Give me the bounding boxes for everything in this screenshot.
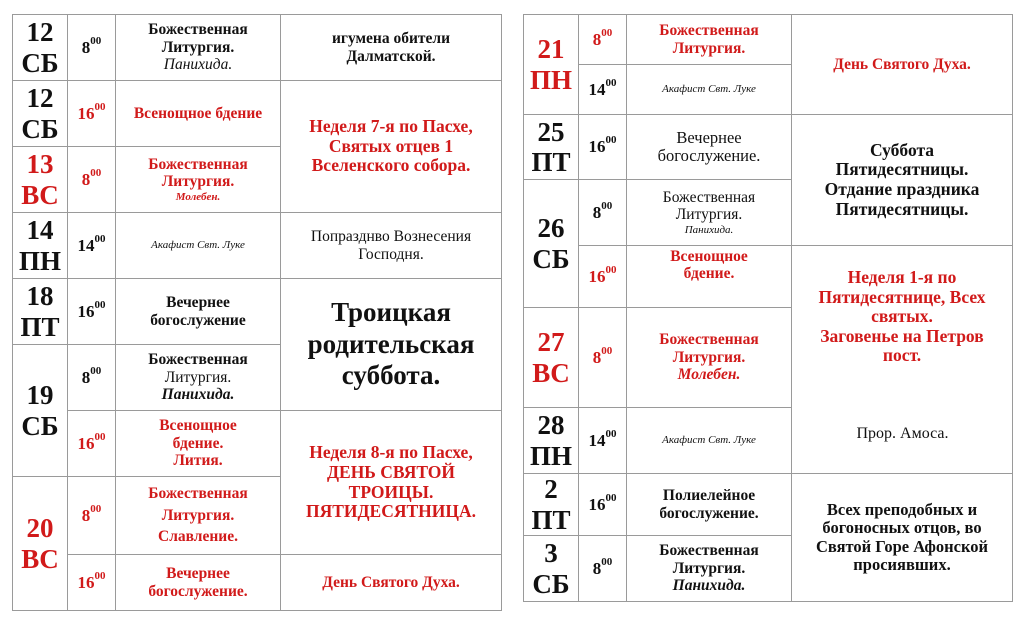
time-cell: $14^{00}$ — [579, 408, 627, 474]
time-cell: $16^{00}$ — [68, 411, 116, 477]
feast-cell: Попразднво Вознесения Господня. — [281, 213, 502, 279]
date-cell: 2 ПТ — [524, 474, 579, 536]
table-row — [13, 15, 502, 81]
date-cell: 26 СБ — [524, 180, 579, 308]
table-row — [524, 15, 1013, 65]
date-cell: 27 ВС — [524, 308, 579, 408]
table-row — [13, 213, 502, 279]
date-cell: 14 ПН — [13, 213, 68, 279]
feast-cell: Троицкая родительская суббота. — [281, 279, 502, 411]
date-cell: 12 СБ — [13, 81, 68, 147]
service-cell: Божественная Литургия. Молебен. — [627, 308, 792, 408]
table-row — [524, 115, 1013, 180]
service-cell: Всенощное бдение. Лития. — [116, 411, 281, 477]
time-cell: $8^{00}$ — [68, 477, 116, 555]
service-cell: Полиелейное богослужение. — [627, 474, 792, 536]
date-cell: 21 ПН — [524, 15, 579, 115]
service-cell: Божественная Литургия. — [627, 15, 792, 65]
time-cell: $8^{00}$ — [68, 345, 116, 411]
service-cell: Божественная Литургия. Панихида. — [116, 15, 281, 81]
feast-cell-amos — [793, 424, 1012, 443]
date-cell: 20 ВС — [13, 477, 68, 611]
feast-cell: Неделя 1-я по Пятидесятнице, Всех святых. Заговенье на Петров пост. — [792, 246, 1013, 474]
time-cell: $14^{00}$ — [579, 65, 627, 115]
table-row — [13, 411, 502, 477]
feast-cell: День Святого Духа. — [281, 555, 502, 611]
date-cell: 18 ПТ — [13, 279, 68, 345]
table-row — [13, 279, 502, 345]
table-row — [13, 555, 502, 611]
service-cell: Божественная Литургия. Панихида. — [627, 536, 792, 602]
date-cell: 28 ПН — [524, 408, 579, 474]
time-cell: $16^{00}$ — [579, 246, 627, 308]
time-cell: $16^{00}$ — [579, 474, 627, 536]
service-cell: Вечернее богослужение. — [116, 555, 281, 611]
schedule-table-right — [523, 14, 1013, 602]
service-cell: Акафист Свт. Луке — [116, 213, 281, 279]
time-cell: $16^{00}$ — [68, 279, 116, 345]
feast-cell: Неделя 8-я по Пасхе, ДЕНЬ СВЯТОЙ ТРОИЦЫ. ПЯТИДЕСЯТНИЦА. — [281, 411, 502, 555]
time-cell: $8^{00}$ — [68, 15, 116, 81]
service-cell: Божественная Литургия. Панихида. — [627, 180, 792, 246]
date-cell: 3 СБ — [524, 536, 579, 602]
service-cell: Всенощное бдение. — [627, 246, 792, 308]
feast-text: Прор. Амоса. — [856, 425, 949, 442]
table-row — [13, 81, 502, 147]
time-cell: $16^{00}$ — [579, 115, 627, 180]
time-cell: $8^{00}$ — [68, 147, 116, 213]
date-cell: 13 ВС — [13, 147, 68, 213]
time-cell: $16^{00}$ — [68, 555, 116, 611]
service-cell: Акафист Свт. Луке — [627, 408, 792, 474]
table-row — [524, 474, 1013, 536]
service-cell: Божественная Литургия. Молебен. — [116, 147, 281, 213]
feast-cell: Неделя 7-я по Пасхе, Святых отцев 1 Вселенского собора. — [281, 81, 502, 213]
date-cell: 19 СБ — [13, 345, 68, 477]
feast-cell: Суббота Пятидесятницы. Отдание праздника Пятидесятницы. — [792, 115, 1013, 246]
service-cell: Вечернее богослужение. — [627, 115, 792, 180]
service-cell: Божественная Литургия. Славление. — [116, 477, 281, 555]
table-row — [524, 246, 1013, 308]
feast-cell: Всех преподобных и богоносных отцов, во Святой Горе Афонской просиявших. — [792, 474, 1013, 602]
schedule-table-left — [12, 14, 502, 611]
service-cell: Всенощное бдение — [116, 81, 281, 147]
date-cell: 25 ПТ — [524, 115, 579, 180]
time-cell: $8^{00}$ — [579, 308, 627, 408]
service-cell: Божественная Литургия. Панихида. — [116, 345, 281, 411]
time-cell: $16^{00}$ — [68, 81, 116, 147]
time-cell: $8^{00}$ — [579, 180, 627, 246]
time-cell: $8^{00}$ — [579, 15, 627, 65]
time-cell: $14^{00}$ — [68, 213, 116, 279]
date-cell: 12 СБ — [13, 15, 68, 81]
service-cell: Вечернее богослужение — [116, 279, 281, 345]
time-cell: $8^{00}$ — [579, 536, 627, 602]
feast-cell: День Святого Духа. — [792, 15, 1013, 115]
service-cell: Акафист Свт. Луке — [627, 65, 792, 115]
feast-cell: игумена обители Далматской. — [281, 15, 502, 81]
